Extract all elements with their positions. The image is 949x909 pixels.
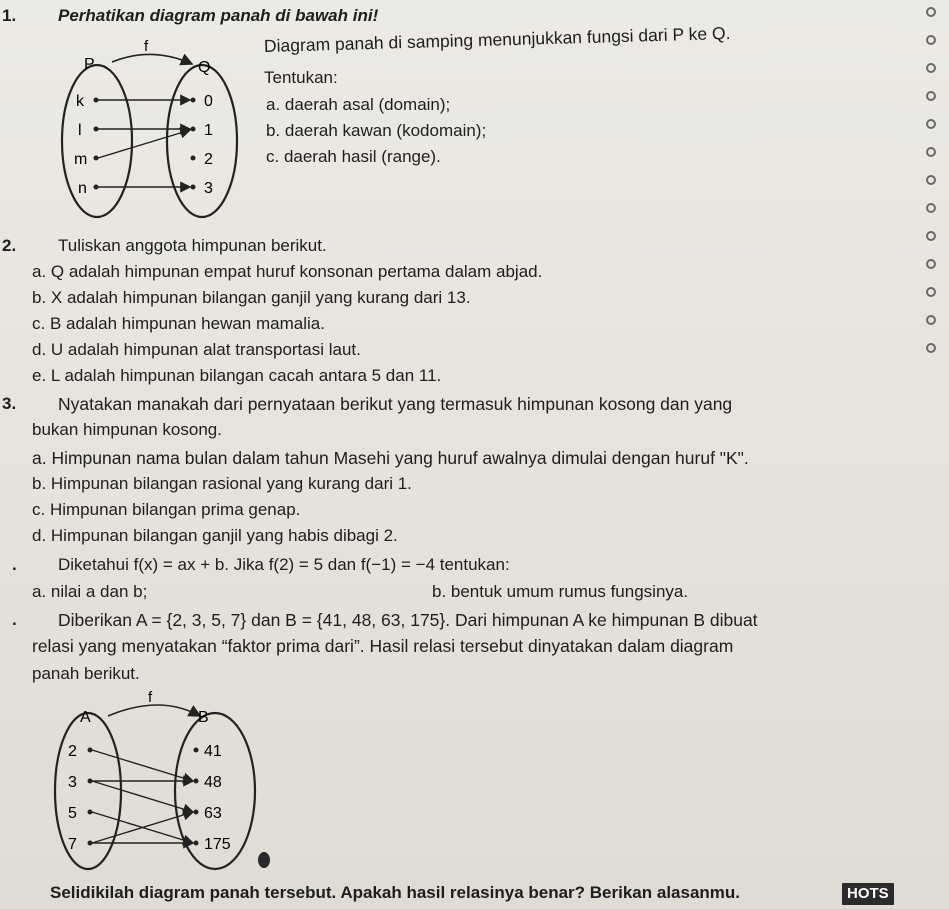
q5-codomain-63: 63 <box>204 805 222 822</box>
q2-number: 2. <box>2 236 17 255</box>
q5-number: . <box>12 610 17 629</box>
q3-item-c: c. Himpunan bilangan prima genap. <box>32 500 301 519</box>
hots-badge: HOTS <box>842 883 894 905</box>
q5-line2: relasi yang menyatakan “faktor prima dari”. Hasil relasi tersebut dinyatakan dalam diagram <box>32 636 734 656</box>
q1-domain-l: l <box>78 122 82 139</box>
q1-domain-oval <box>62 65 132 217</box>
q1-title: Perhatikan diagram panah di bawah ini! <box>58 6 379 25</box>
q5-codomain-label: B <box>198 709 209 726</box>
q1-domain-m: m <box>74 151 88 168</box>
q5-arrow-diagram <box>50 686 280 876</box>
q1-item-c: c. daerah hasil (range). <box>266 147 441 166</box>
q1-codomain-label: Q <box>198 59 211 76</box>
q5-domain-7: 7 <box>68 836 77 853</box>
q1-prompt: Tentukan: <box>264 68 338 87</box>
q5-ink-mark <box>258 852 270 868</box>
q1-codomain-oval <box>167 65 237 217</box>
q1-item-b: b. daerah kawan (kodomain); <box>266 121 487 140</box>
q1-codomain-0: 0 <box>204 93 213 110</box>
q3-item-d: d. Himpunan bilangan ganjil yang habis dibagi 2. <box>32 526 398 545</box>
q1-codomain-3: 3 <box>204 180 213 197</box>
q2-item-c: c. B adalah himpunan hewan mamalia. <box>32 314 325 333</box>
q1-number: 1. <box>2 6 17 25</box>
spiral-binding <box>921 0 941 380</box>
q3-line2: bukan himpunan kosong. <box>32 420 222 439</box>
q1-codomain-2: 2 <box>204 151 213 168</box>
q1-description: Diagram panah di samping menunjukkan fungsi dari P ke Q. <box>263 22 731 56</box>
q5-codomain-48: 48 <box>204 774 222 791</box>
q3-item-a: a. Himpunan nama bulan dalam tahun Masehi yang huruf awalnya dimulai dengan huruf "K". <box>32 448 749 468</box>
q4-number: . <box>12 555 17 574</box>
q5-codomain-175: 175 <box>204 836 231 853</box>
q1-arrow-diagram <box>52 36 262 236</box>
q1-item-a: a. daerah asal (domain); <box>266 95 451 114</box>
q3-item-b: b. Himpunan bilangan rasional yang kurang dari 1. <box>32 474 412 493</box>
q2-item-a: a. Q adalah himpunan empat huruf konsonan pertama dalam abjad. <box>32 262 543 281</box>
q5-relation-arrow <box>108 705 200 716</box>
q1-domain-k: k <box>76 93 84 110</box>
q1-relation-label: f <box>144 38 149 55</box>
q1-domain-n: n <box>78 180 87 197</box>
q5-domain-label: A <box>80 709 91 726</box>
q5-domain-3: 3 <box>68 774 77 791</box>
q3-line1: Nyatakan manakah dari pernyataan berikut yang termasuk himpunan kosong dan yang <box>58 394 733 414</box>
q4-text: Diketahui f(x) = ax + b. Jika f(2) = 5 dan f(−1) = −4 tentukan: <box>58 555 510 574</box>
q5-codomain-41: 41 <box>204 743 222 760</box>
q1-domain-label: P <box>84 56 95 73</box>
q2-item-b: b. X adalah himpunan bilangan ganjil yang kurang dari 13. <box>32 288 471 307</box>
q5-domain-2: 2 <box>68 743 77 760</box>
q2-item-e: e. L adalah himpunan bilangan cacah antara 5 dan 11. <box>32 366 442 385</box>
q5-relation-label: f <box>148 689 153 706</box>
q2-item-d: d. U adalah himpunan alat transportasi laut. <box>32 340 361 359</box>
q3-number: 3. <box>2 394 17 413</box>
q4-item-a: a. nilai a dan b; <box>32 582 148 601</box>
q5-line3: panah berikut. <box>32 664 140 683</box>
q4-item-b: b. bentuk umum rumus fungsinya. <box>432 582 689 601</box>
q5-line1: Diberikan A = {2, 3, 5, 7} dan B = {41, 48, 63, 175}. Dari himpunan A ke himpunan B dibuat <box>58 610 758 630</box>
q5-domain-5: 5 <box>68 805 77 822</box>
q5-question: Selidikilah diagram panah tersebut. Apakah hasil relasinya benar? Berikan alasanmu. <box>50 883 741 902</box>
q5-domain-oval <box>55 713 121 869</box>
q1-codomain-1: 1 <box>204 122 213 139</box>
q1-relation-arrow <box>112 54 192 64</box>
q2-title: Tuliskan anggota himpunan berikut. <box>58 236 327 255</box>
